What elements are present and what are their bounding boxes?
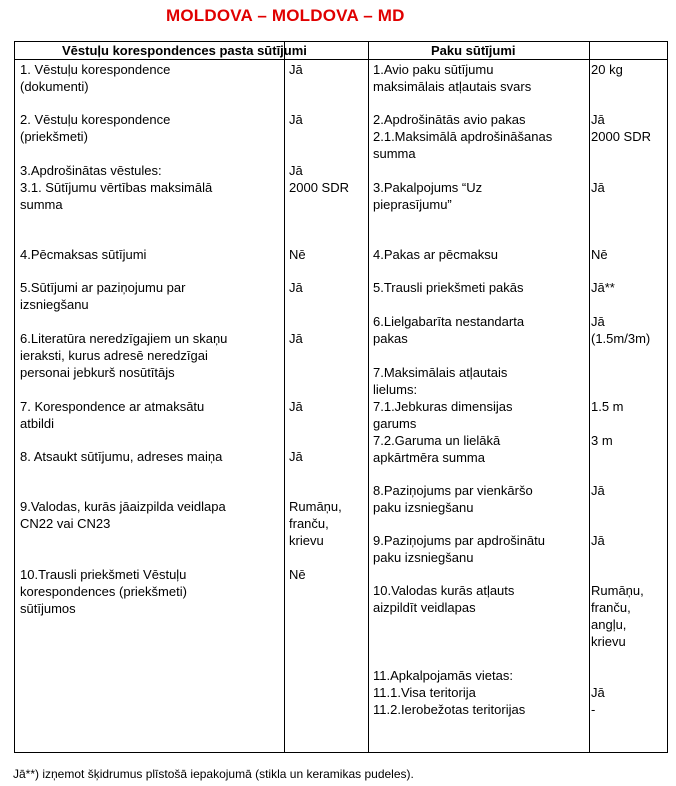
letters-item-value: Nē — [289, 567, 306, 582]
column-divider — [284, 42, 285, 752]
footnote: Jā**) izņemot šķidrumus plīstošā iepakojumā (stikla un keramikas pudeles). — [13, 767, 414, 781]
column-divider — [589, 42, 590, 752]
letters-item-label: 5.Sūtījumi ar paziņojumu par izsniegšanu — [20, 280, 186, 312]
parcels-header: Paku sūtījumi — [431, 43, 516, 58]
letters-item-label: 1. Vēstuļu korespondence (dokumenti) — [20, 62, 171, 94]
parcels-item-label: 3.Pakalpojums “Uz pieprasījumu” — [373, 180, 483, 212]
parcels-item-label: 11.Apkalpojamās vietas: 11.1.Visa teritorija 11.2.Ierobežotas teritorijas — [373, 668, 526, 717]
parcels-item-value: Jā 2000 SDR — [591, 112, 651, 144]
parcels-item-label: 2.Apdrošinātās avio pakas 2.1.Maksimālā apdrošināšanas summa — [373, 112, 553, 161]
letters-item-value: Jā 2000 SDR — [289, 163, 349, 195]
parcels-item-label: 10.Valodas kurās atļauts aizpildīt veidlapas — [373, 583, 515, 615]
letters-item-value: Jā — [289, 399, 303, 414]
letters-item-value: Jā — [289, 62, 303, 77]
letters-item-value: Jā — [289, 449, 303, 464]
parcels-item-value: Jā (1.5m/3m) — [591, 314, 651, 346]
letters-item-value: Jā — [289, 331, 303, 346]
letters-item-label: 6.Literatūra neredzīgajiem un skaņu ieraksti, kurus adresē neredzīgai personai jebkurš nosūtītājs — [20, 331, 228, 380]
parcels-item-value: Jā — [591, 180, 605, 195]
letters-item-label: 9.Valodas, kurās jāaizpilda veidlapa CN22 vai CN23 — [20, 499, 226, 531]
letters-item-value: Rumāņu, franču, krievu — [289, 499, 342, 548]
header-divider — [15, 59, 667, 60]
page-title: MOLDOVA – MOLDOVA – MD — [166, 6, 405, 25]
letters-header: Vēstuļu korespondences pasta sūtījumi — [62, 43, 307, 58]
parcels-item-value: 1.5 m 3 m — [591, 399, 624, 448]
parcels-item-value: Jā** — [591, 280, 615, 295]
parcels-item-value: 20 kg — [591, 62, 623, 77]
letters-item-label: 8. Atsaukt sūtījumu, adreses maiņa — [20, 449, 223, 464]
parcels-item-value: Jā — [591, 533, 605, 548]
letters-item-value: Jā — [289, 280, 303, 295]
parcels-item-label: 6.Lielgabarīta nestandarta pakas — [373, 314, 525, 346]
letters-item-label: 10.Trausli priekšmeti Vēstuļu korespondences (priekšmeti) sūtījumos — [20, 567, 187, 616]
parcels-item-label: 8.Paziņojums par vienkāršo paku izsniegšanu — [373, 483, 533, 515]
parcels-item-value: Jā - — [591, 685, 605, 717]
parcels-item-value: Jā — [591, 483, 605, 498]
services-table — [14, 41, 668, 753]
letters-item-label: 3.Apdrošinātas vēstules: 3.1. Sūtījumu vērtības maksimālā summa — [20, 163, 213, 212]
letters-item-value: Nē — [289, 247, 306, 262]
letters-item-label: 2. Vēstuļu korespondence (priekšmeti) — [20, 112, 171, 144]
parcels-item-label: 9.Paziņojums par apdrošinātu paku izsniegšanu — [373, 533, 545, 565]
letters-item-value: Jā — [289, 112, 303, 127]
column-divider — [368, 42, 369, 752]
parcels-item-label: 7.Maksimālais atļautais lielums: 7.1.Jebkuras dimensijas garums 7.2.Garuma un lielākā apkārtmēra summa — [373, 365, 513, 465]
parcels-item-value: Nē — [591, 247, 608, 262]
parcels-item-label: 1.Avio paku sūtījumu maksimālais atļautais svars — [373, 62, 532, 94]
parcels-item-label: 5.Trausli priekšmeti pakās — [373, 280, 524, 295]
letters-item-label: 7. Korespondence ar atmaksātu atbildi — [20, 399, 205, 431]
parcels-item-value: Rumāņu, franču, angļu, krievu — [591, 583, 644, 649]
letters-item-label: 4.Pēcmaksas sūtījumi — [20, 247, 147, 262]
parcels-item-label: 4.Pakas ar pēcmaksu — [373, 247, 499, 262]
